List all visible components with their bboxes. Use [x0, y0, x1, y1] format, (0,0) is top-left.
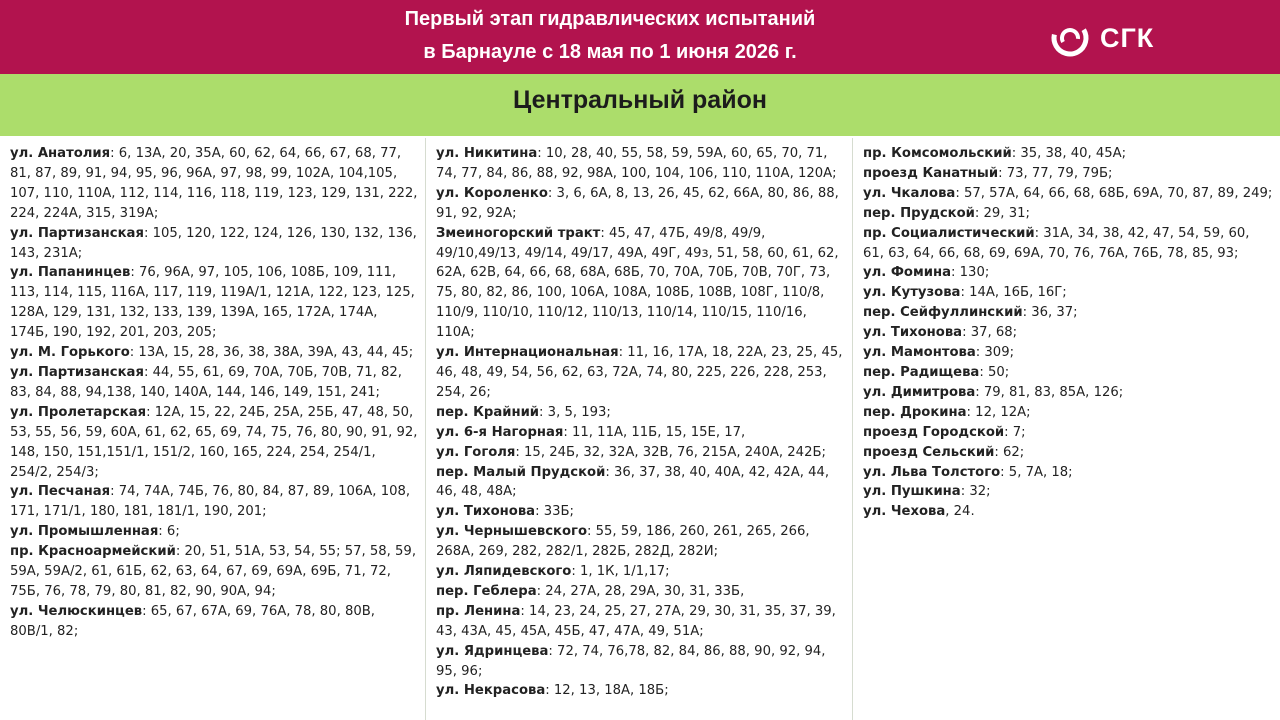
house-numbers: : 31А, 34, 38, 42, 47, 54, 59, 60, 61, 63, 64, 66, 68, 69, 69А, 70, 76, 76А, 76Б, 78, 85, 93;: [863, 225, 1250, 261]
address-entry: [436, 184, 846, 224]
address-entry: [863, 383, 1274, 403]
address-entry: [10, 224, 419, 264]
sgk-swirl-icon: [1050, 18, 1090, 58]
house-numbers: : 309;: [975, 345, 1015, 361]
house-numbers: : 3, 5, 193;: [539, 404, 611, 420]
house-numbers: : 33Б;: [535, 504, 574, 520]
house-numbers: : 6;: [158, 524, 180, 540]
street-name: ул. Партизанская: [10, 364, 144, 380]
house-numbers: : 12, 12А;: [966, 404, 1031, 420]
house-numbers: : 10, 28, 40, 55, 58, 59, 59А, 60, 65, 70, 71, 74, 77, 84, 86, 88, 92, 98А, 100, 104, 106, 110, 110А, 120А;: [436, 146, 837, 181]
address-entry: [436, 602, 846, 642]
street-name: пр. Комсомольский: [863, 146, 1012, 161]
house-numbers: : 32;: [960, 484, 991, 500]
street-name: ул. Интернациональная: [436, 345, 619, 361]
street-name: ул. Анатолия: [10, 146, 111, 161]
street-name: ул. Кутузова: [863, 285, 961, 301]
address-entry: [436, 463, 846, 503]
street-name: ул. Короленко: [436, 185, 548, 201]
street-name: пер. Малый Прудской: [436, 464, 606, 480]
address-entry: [10, 522, 419, 542]
address-entry: [863, 184, 1274, 204]
street-name: ул. Тихонова: [863, 325, 963, 341]
address-column-2: [427, 138, 853, 720]
street-name: ул. Гоголя: [436, 444, 516, 460]
house-numbers: : 57, 57А, 64, 66, 68, 68Б, 69А, 70, 87, 89, 249;: [955, 185, 1273, 201]
logo-text: СГК: [1100, 22, 1155, 53]
address-entry: [10, 403, 419, 483]
house-numbers: : 62;: [994, 444, 1025, 460]
address-entry: [863, 343, 1274, 363]
house-numbers: : 12А, 15, 22, 24Б, 25А, 25Б, 47, 48, 50, 53, 55, 56, 59, 60А, 61, 62, 65, 69, 74, 75, 76, 80, 90, 91, 92, 148, 150, 151,151/1, 151/2, 160, 165, 224, 254, 254/1, 254/2, 254/3;: [10, 404, 418, 480]
street-name: пр. Красноармейский: [10, 544, 176, 560]
address-entry: [863, 323, 1274, 343]
house-numbers: : 7;: [1004, 424, 1026, 440]
street-name: ул. Челюскинцев: [10, 603, 143, 619]
address-entry: [10, 263, 419, 343]
house-numbers: : 72, 74, 76,78, 82, 84, 86, 88, 90, 92, 94, 95, 96;: [436, 643, 826, 679]
address-entry: [863, 204, 1274, 224]
header-banner: [0, 0, 1280, 74]
address-entry: [436, 423, 846, 443]
house-numbers: : 36, 37;: [1022, 305, 1078, 321]
district-bar: [0, 74, 1280, 136]
address-entry: [436, 562, 846, 582]
house-numbers: : 79, 81, 83, 85А, 126;: [975, 384, 1124, 400]
address-entry: [863, 303, 1274, 323]
street-name: пер. Дрокина: [863, 404, 967, 420]
address-entry: [10, 343, 419, 363]
address-entry: [436, 502, 846, 522]
address-entry: [10, 602, 419, 642]
street-name: проезд Сельский: [863, 444, 995, 460]
street-name: ул. Пролетарская: [10, 404, 147, 420]
page-title: [300, 3, 920, 69]
street-name: проезд Канатный: [863, 165, 999, 181]
address-entry: [863, 502, 1274, 522]
house-numbers: : 12, 13, 18А, 18Б;: [545, 683, 669, 699]
street-name: ул. Тихонова: [436, 504, 536, 520]
house-numbers: : 29, 31;: [974, 205, 1030, 221]
street-name: Змеиногорский тракт: [436, 225, 601, 241]
house-numbers: : 11, 11А, 11Б, 15, 15Е, 17,: [563, 424, 746, 440]
street-name: ул. Чкалова: [863, 185, 956, 201]
house-numbers: : 76, 96А, 97, 105, 106, 108Б, 109, 111, 113, 114, 115, 116А, 117, 119, 119А/1, 121А, 122, 123, 125, 128А, 129, 131, 132, 133, 139, 139А, 165, 172А, 174А, 174Б, 190, 192, 201, 203, 205;: [10, 265, 415, 341]
address-column-1: [0, 138, 426, 720]
address-entry: [863, 263, 1274, 283]
address-entry: [10, 363, 419, 403]
street-name: ул. Пушкина: [863, 484, 961, 500]
address-entry: [863, 482, 1274, 502]
street-name: ул. Мамонтова: [863, 345, 976, 361]
title-line-2: в Барнауле с 18 мая по 1 июня 2026 г.: [423, 41, 797, 63]
address-entry: [863, 144, 1274, 164]
address-entry: [436, 582, 846, 602]
house-numbers: : 55, 59, 186, 260, 261, 265, 266, 268А, 269, 282, 282/1, 282Б, 282Д, 282И;: [436, 524, 810, 560]
house-numbers: , 24.: [945, 504, 975, 520]
street-name: ул. Фомина: [863, 265, 952, 281]
house-numbers: : 13А, 15, 28, 36, 38, 38А, 39А, 43, 44, 45;: [129, 345, 414, 361]
street-name: ул. Ядринцева: [436, 643, 549, 659]
street-name: пер. Крайний: [436, 404, 540, 420]
street-name: ул. Партизанская: [10, 225, 144, 241]
house-numbers: : 15, 24Б, 32, 32А, 32В, 76, 215А, 240А, 242Б;: [515, 444, 826, 460]
address-entry: [10, 542, 419, 602]
title-line-1: Первый этап гидравлических испытаний: [404, 8, 816, 30]
house-numbers: : 35, 38, 40, 45А;: [1011, 146, 1127, 161]
address-entry: [436, 681, 846, 701]
street-name: ул. Димитрова: [863, 384, 976, 400]
address-entry: [436, 642, 846, 682]
address-entry: [10, 144, 419, 224]
street-name: ул. Льва Толстого: [863, 464, 1001, 480]
address-entry: [863, 403, 1274, 423]
street-name: пр. Ленина: [436, 603, 521, 619]
street-name: пер. Радищева: [863, 364, 980, 380]
address-entry: [863, 423, 1274, 443]
address-entry: [863, 283, 1274, 303]
district-name: Центральный район: [513, 86, 767, 114]
house-numbers: : 3, 6, 6А, 8, 13, 26, 45, 62, 66А, 80, 86, 88, 91, 92, 92А;: [436, 185, 839, 221]
street-name: ул. Промышленная: [10, 524, 159, 540]
street-name: ул. Песчаная: [10, 484, 111, 500]
address-entry: [863, 164, 1274, 184]
house-numbers: : 1, 1К, 1/1,17;: [571, 564, 670, 580]
house-numbers: : 14, 23, 24, 25, 27, 27А, 29, 30, 31, 35, 37, 39, 43, 43А, 45, 45А, 45Б, 47, 47А, 49, 51А;: [436, 603, 836, 639]
street-name: ул. Чернышевского: [436, 524, 588, 540]
house-numbers: : 45, 47, 47Б, 49/8, 49/9, 49/10,49/13, 49/14, 49/17, 49А, 49Г, 49з, 51, 58, 60, 61, 62, 62А, 62В, 64, 66, 68, 68А, 68Б, 70, 70А, 70Б, 70В, 70Г, 73, 75, 80, 82, 86, 100, 106А, 108А, 108Б, 108В, 108Г, 110/8, 110/9, 110/10, 110/12, 110/13, 110/14, 110/15, 110/16, 110А;: [436, 225, 839, 341]
address-entry: [436, 443, 846, 463]
address-entry: [436, 144, 846, 184]
address-entry: [863, 224, 1274, 264]
address-entry: [436, 224, 846, 343]
house-numbers: : 44, 55, 61, 69, 70А, 70Б, 70В, 71, 82, 83, 84, 88, 94,138, 140, 140А, 144, 146, 149, 151, 241;: [10, 364, 402, 400]
house-numbers: : 36, 37, 38, 40, 40А, 42, 42А, 44, 46, 48, 48А;: [436, 464, 830, 500]
address-column-3: [854, 138, 1280, 720]
street-name: ул. Ляпидевского: [436, 564, 572, 580]
street-name: проезд Городской: [863, 424, 1005, 440]
house-numbers: : 105, 120, 122, 124, 126, 130, 132, 136, 143, 231А;: [10, 225, 417, 261]
street-name: ул. Папанинцев: [10, 265, 131, 281]
house-numbers: : 74, 74А, 74Б, 76, 80, 84, 87, 89, 106А, 108, 171, 171/1, 180, 181, 181/1, 190, 201;: [10, 484, 411, 520]
house-numbers: : 130;: [951, 265, 990, 281]
house-numbers: : 50;: [979, 364, 1010, 380]
address-entry: [863, 443, 1274, 463]
street-name: ул. М. Горького: [10, 345, 130, 361]
street-name: пер. Геблера: [436, 583, 537, 599]
street-name: ул. Чехова: [863, 504, 946, 520]
house-numbers: : 6, 13А, 20, 35А, 60, 62, 64, 66, 67, 68, 77, 81, 87, 89, 91, 94, 95, 96, 96А, 97, 98, 99, 102А, 104,105, 107, 110, 110А, 112, 114, 116, 118, 119, 123, 129, 131, 222, 224, 224А, 315, 319А;: [10, 146, 418, 221]
house-numbers: : 65, 67, 67А, 69, 76А, 78, 80, 80В, 80В/1, 82;: [10, 603, 375, 639]
address-entry: [436, 522, 846, 562]
sgk-logo: [1050, 18, 1200, 58]
house-numbers: : 24, 27А, 28, 29А, 30, 31, 33Б,: [536, 583, 745, 599]
house-numbers: : 14А, 16Б, 16Г;: [960, 285, 1067, 301]
address-entry: [436, 343, 846, 403]
street-name: ул. Никитина: [436, 146, 538, 161]
house-numbers: : 73, 77, 79, 79Б;: [998, 165, 1113, 181]
house-numbers: : 37, 68;: [962, 325, 1018, 341]
address-entry: [863, 463, 1274, 483]
address-entry: [10, 482, 419, 522]
house-numbers: : 20, 51, 51А, 53, 54, 55; 57, 58, 59, 59А, 59А/2, 61, 61Б, 62, 63, 64, 67, 69, 69А, 69Б, 71, 72, 75Б, 76, 78, 79, 80, 81, 82, 90, 90А, 94;: [10, 544, 417, 599]
street-name: пр. Социалистический: [863, 225, 1035, 241]
house-numbers: : 5, 7А, 18;: [1000, 464, 1073, 480]
address-entry: [436, 403, 846, 423]
street-name: ул. Некрасова: [436, 683, 546, 699]
street-name: пер. Прудской: [863, 205, 975, 221]
address-entry: [863, 363, 1274, 383]
house-numbers: : 11, 16, 17А, 18, 22А, 23, 25, 45, 46, 48, 49, 54, 56, 62, 63, 72А, 74, 80, 225, 226, 228, 253, 254, 26;: [436, 345, 843, 400]
street-name: пер. Сейфуллинский: [863, 305, 1023, 321]
street-name: ул. 6-я Нагорная: [436, 424, 564, 440]
